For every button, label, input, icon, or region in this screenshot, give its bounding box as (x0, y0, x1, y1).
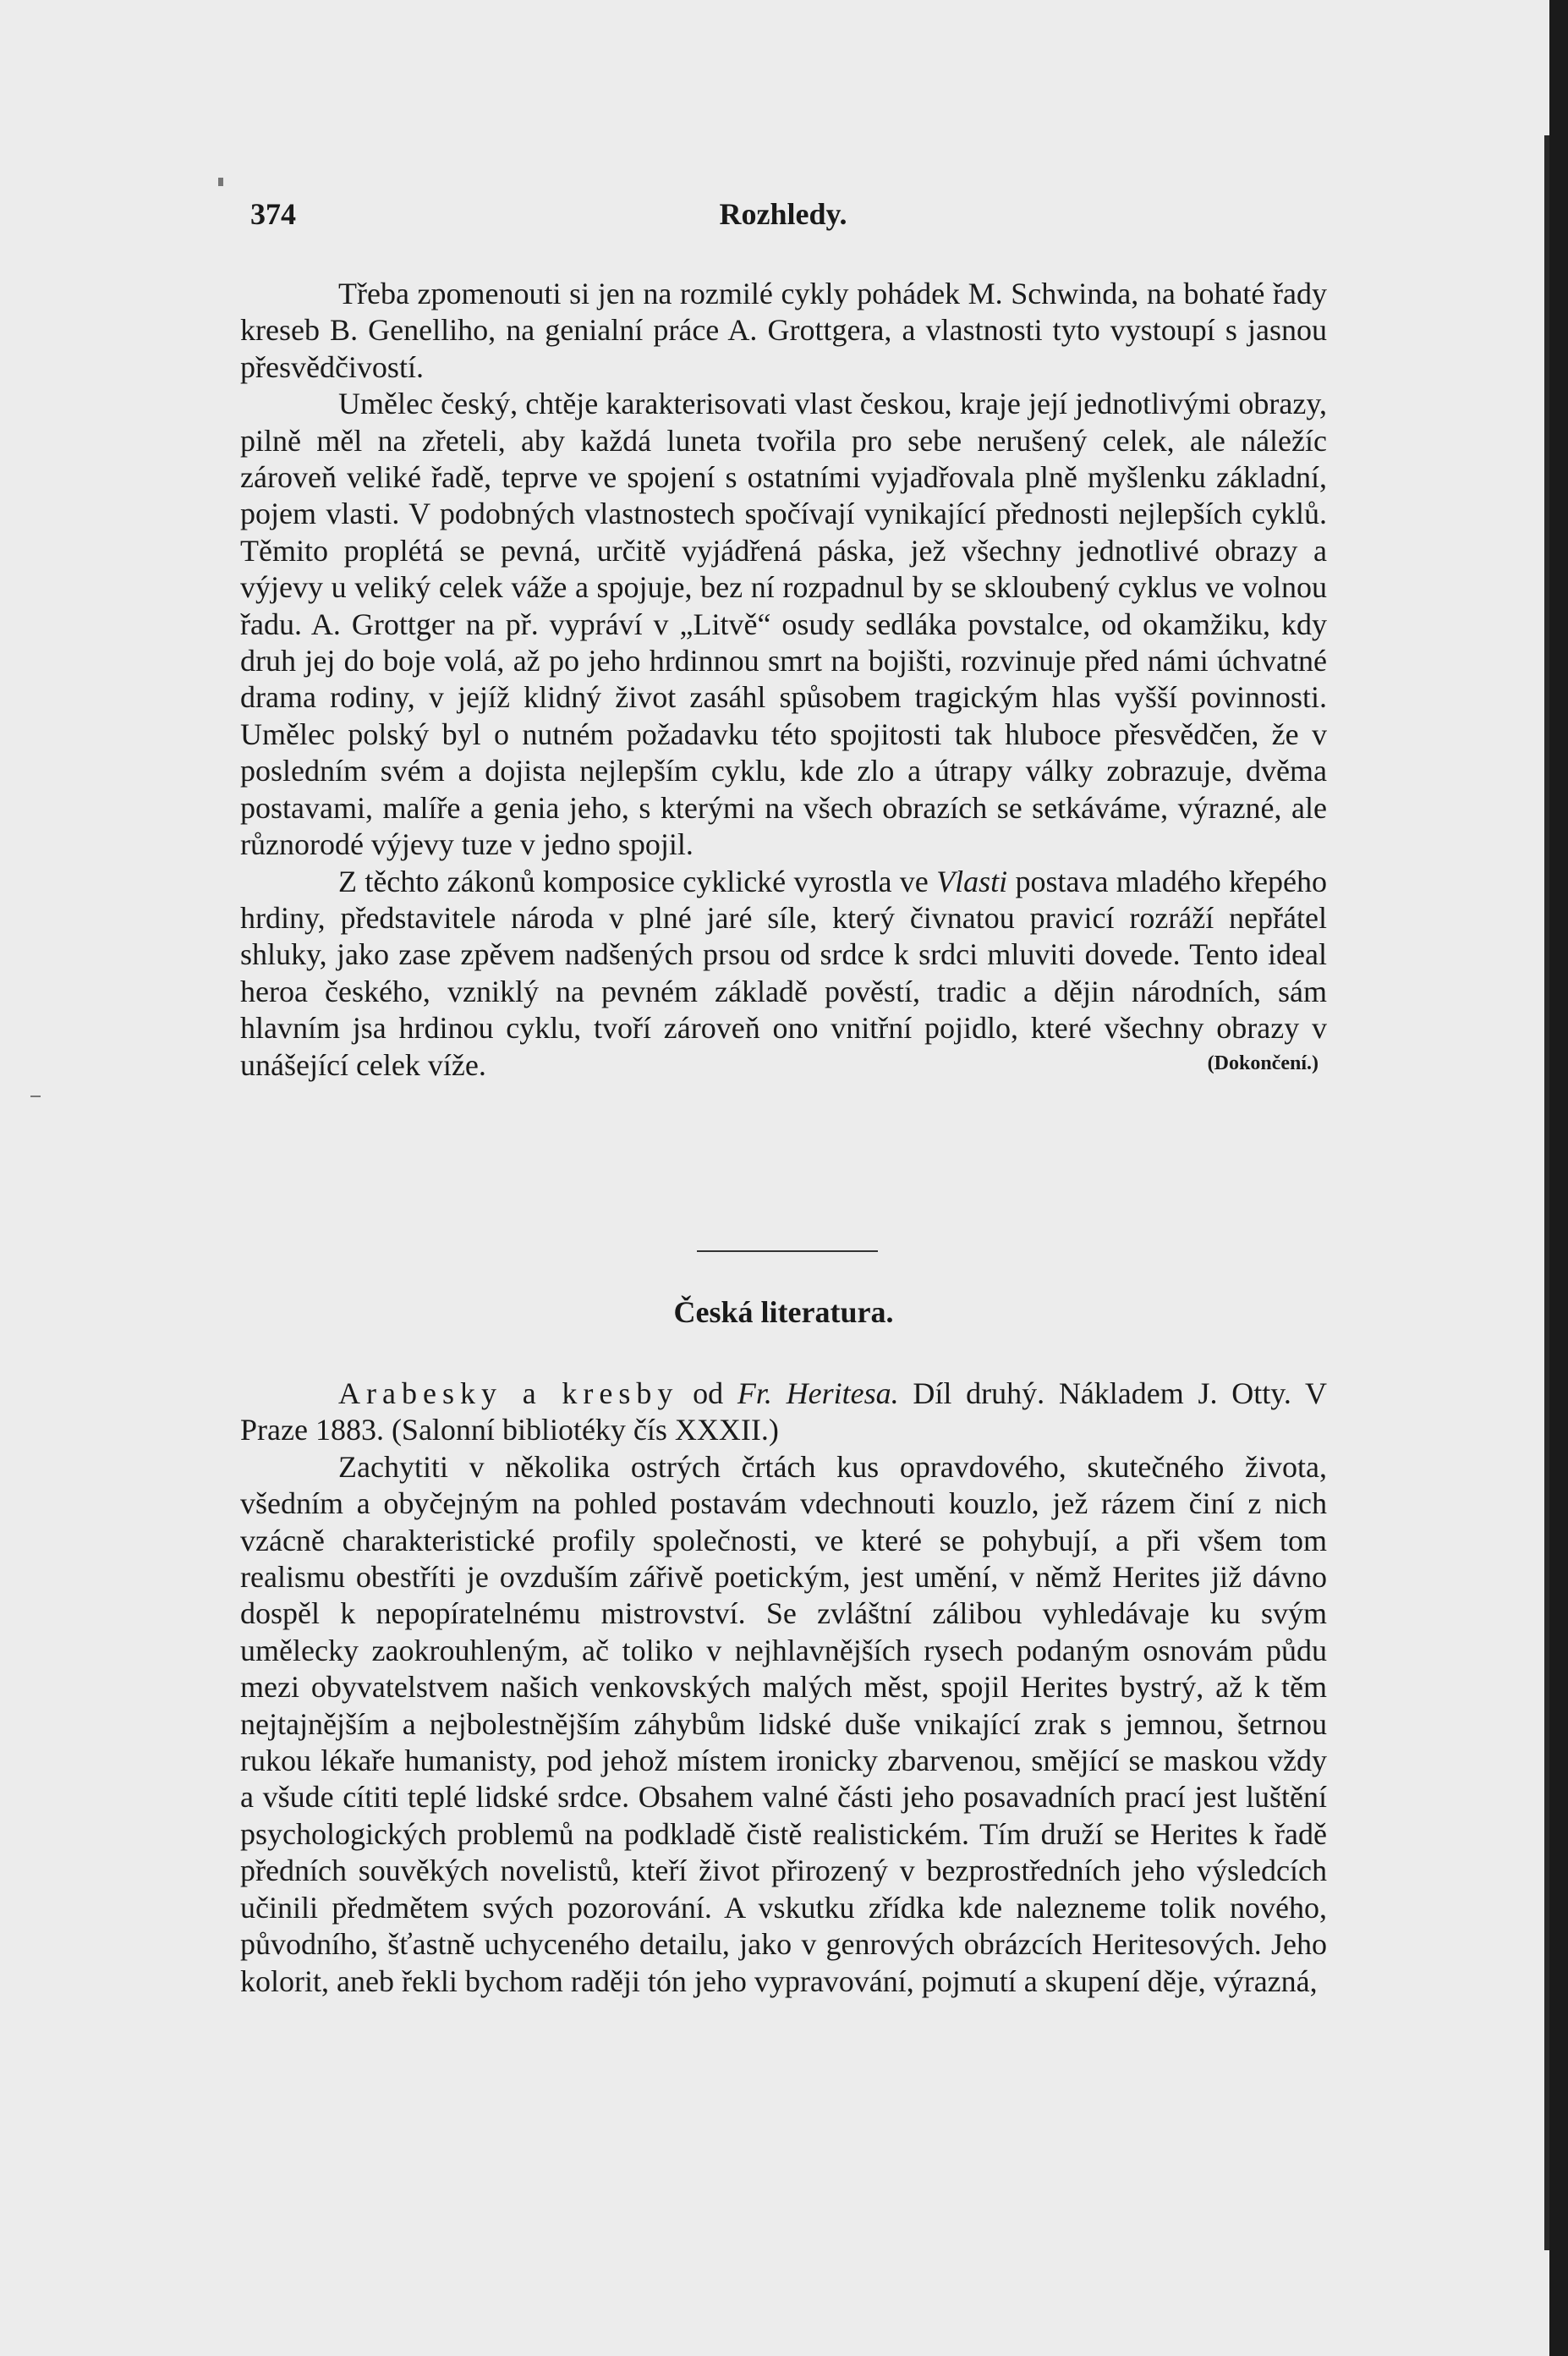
paragraph-italic: Vlasti (936, 864, 1008, 898)
book-title: Arabesky a kresby (338, 1376, 679, 1410)
article-continuation (240, 276, 1327, 1084)
paragraph: Třeba zpomenouti si jen na rozmilé cykly pohádek M. Schwinda, na bohaté řady kreseb B. Genelliho, na genialní práce A. Grottgera, a vlastnosti tyto vystoupí s jasnou přesvědčivostí. (240, 277, 1327, 384)
literature-review (240, 1376, 1327, 2000)
section-divider (697, 1250, 878, 1252)
paragraph-text: Z těchto zákonů komposice cyklické vyrostla ve (338, 864, 937, 898)
book-author: Fr. Heritesa. (737, 1376, 899, 1410)
section-heading: Česká literatura. (673, 1295, 894, 1329)
paragraph (240, 864, 1327, 1084)
scan-speck (30, 1096, 41, 1097)
citation (240, 1376, 1327, 1449)
scan-speck (218, 178, 223, 186)
binding-shadow (1549, 0, 1568, 2356)
binding-edge (1544, 135, 1549, 2250)
running-head (250, 196, 1316, 239)
page-number: 374 (250, 197, 296, 231)
section-title: Rozhledy. (719, 197, 847, 231)
closing-note: (Dokončení.) (1207, 1052, 1319, 1074)
paragraph: Zachytiti v několika ostrých črtách kus opravdového, skutečného života, všedním a obyčejným na pohled postavám vdechnouti kouzlo, jež rázem činí z nich vzácně charakteristické profily společnosti, ve které se pohybují, a při všem tom realismu obestříti je ovzduším zářivě poetickým, jest umění, v němž Herites již dávno dospěl k nepopíratelnému mistrovství. Se zvláštní zálibou vyhledávaje ku svým umělecky zaokrouhleným, ač toliko v nejhlavnějších rysech podaným osnovám půdu mezi obyvatelstvem našich venkovských malých měst, spojil Herites bystrý, až k těm nejtajnějším a nejbolestnějším záhybům lidské duše vnikající zrak s jemnou, šetrnou rukou lékaře humanisty, pod jehož místem ironicky zbarvenou, smějící se maskou vždy a všude cítiti teplé lidské srdce. Obsahem valné části jeho posavadních prací jest luštění psychologických problemů na podkladě čistě realistickém. Tím druží se Herites k řadě předních souvěkých novelistů, kteří život přirozený v bezprostředních jeho výsledcích učinili předmětem svých pozorování. A vskutku zřídka kde nalezneme tolik nového, původního, šťastně uchyceného detailu, jako v genrových obrázcích Heritesových. Jeho kolorit, aneb řekli bychom raději tón jeho vypravování, pojmutí a skupení děje, výrazná, (240, 1449, 1327, 1998)
citation-text: od (678, 1376, 737, 1410)
paragraph: Umělec český, chtěje karakterisovati vlast českou, kraje její jednotlivými obrazy, pilně měl na zřeteli, aby každá luneta tvořila pro sebe nerušený celek, ale náležíc zároveň veliké řadě, teprve ve spojení s ostatními vyjadřovala plně myšlenku základní, pojem vlasti. V podobných vlastnostech spočívají vynikající přednosti nejlepších cyklů. Těmito proplétá se pevná, určitě vyjádřená páska, jež všechny jednotlivé obrazy a výjevy u veliký celek váže a spojuje, bez ní rozpadnul by se skloubený cyklus ve volnou řadu. A. Grottger na př. vypráví v „Litvě“ osudy sedláka povstalce, od okamžiku, kdy druh jej do boje volá, až po jeho hrdinnou smrt na bojišti, rozvinuje před námi úchvatné drama rodiny, v jejíž klidný život zasáhl spůsobem tragickým hlas vyšší povinnosti. Umělec polský byl o nutném požadavku této spojitosti tak hluboce přesvědčen, že v posledním svém a dojista nejlepším cyklu, kde zlo a útrapy války zobrazuje, dvěma postavami, malíře a genia jeho, s kterými na všech obrazích se setkáváme, výrazné, ale různorodé výjevy tuze v jedno spojil. (240, 387, 1327, 862)
citation-text: Díl druhý. Nákladem J. Otty. V Praze 1883. (Salonní bibliotéky čís XXXII.) (240, 1376, 1327, 1447)
paragraph-text: postava mladého křepého hrdiny, představitele národa v plné jaré síle, který čivnatou pravicí rozráží nepřátel shluky, jako zase zpěvem nadšených prsou od srdce k srdci mluviti dovede. Tento ideal heroa českého, vzniklý na pevném základě pověstí, tradic a dějin národních, sám hlavním jsa hrdinou cyklu, tvoří zároveň ono vnitřní pojidlo, které všechny obrazy v unášející celek víže. (240, 864, 1327, 1082)
